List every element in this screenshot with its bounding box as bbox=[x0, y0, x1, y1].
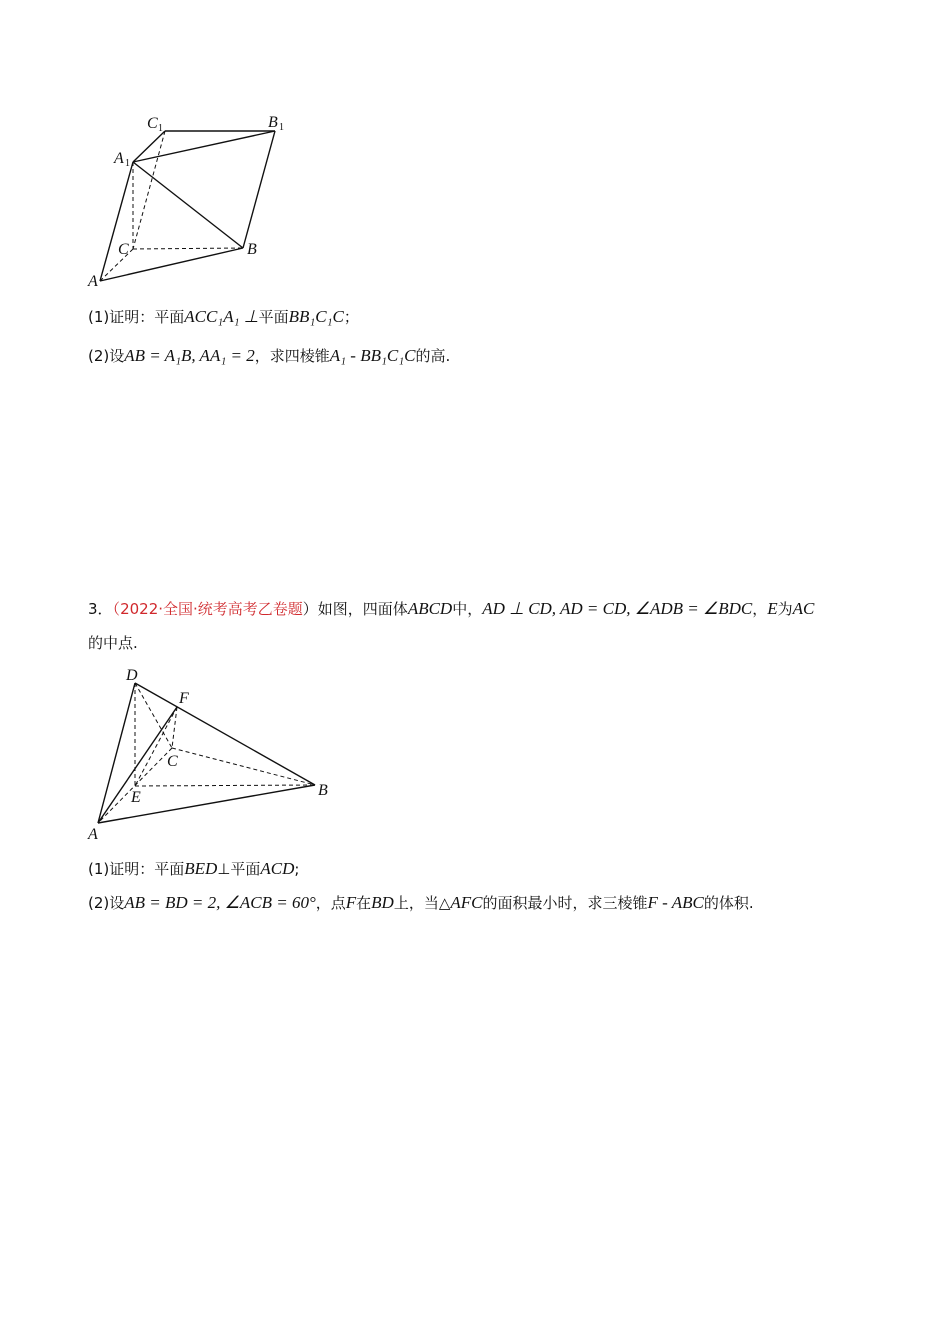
text-run: BD bbox=[371, 893, 394, 912]
text-run: BED bbox=[184, 859, 218, 878]
label-B: B bbox=[247, 241, 257, 258]
text-run: AFC bbox=[450, 893, 483, 912]
text-run: 中， bbox=[452, 600, 483, 618]
label-F: F bbox=[179, 690, 189, 707]
text-run: 1 bbox=[125, 158, 130, 169]
text-run: AC bbox=[792, 599, 815, 618]
label-B1: B bbox=[268, 114, 278, 131]
question-source: 2022·全国·统考高考乙卷题 bbox=[120, 600, 303, 618]
text-run: (1)证明：平面 bbox=[88, 860, 185, 878]
q3-stem bbox=[88, 598, 814, 619]
text-run: ， bbox=[752, 600, 768, 618]
label-C: C bbox=[118, 241, 129, 258]
label-C1: C bbox=[147, 115, 158, 132]
text-run: ⊥平面 bbox=[217, 860, 261, 878]
text-run: AB = A₁B, AA₁ = 2 bbox=[124, 346, 255, 365]
q2-part2 bbox=[88, 345, 450, 366]
text-run: 的面积最小时，求三棱锥 bbox=[482, 894, 648, 912]
label-A1: A bbox=[114, 150, 124, 167]
text-run: (2)设 bbox=[88, 894, 125, 912]
text-run: ，求四棱锥 bbox=[254, 347, 330, 365]
text-run: (2)设 bbox=[88, 347, 125, 365]
text-run: AD ⊥ CD, AD = CD, ∠ADB = ∠BDC bbox=[482, 599, 753, 618]
prism-figure bbox=[100, 131, 275, 281]
text-run: （ bbox=[112, 600, 121, 618]
text-run: (1)证明：平面 bbox=[88, 308, 185, 326]
text-run: 为 bbox=[777, 600, 793, 618]
text-run: 1 bbox=[158, 123, 163, 134]
text-run: F - ABC bbox=[647, 893, 704, 912]
text-run: ACC₁A₁ ⊥ bbox=[184, 307, 259, 326]
text-run: 上，当△ bbox=[393, 894, 451, 912]
label-A: A bbox=[88, 273, 98, 290]
text-run: ; bbox=[294, 860, 300, 878]
text-run: 的体积. bbox=[703, 894, 754, 912]
q3-stem-cont bbox=[88, 632, 138, 653]
text-run: 在 bbox=[356, 894, 372, 912]
text-run: 如图，四面体 bbox=[317, 600, 408, 618]
label-E: E bbox=[131, 789, 141, 806]
q3-part2 bbox=[88, 892, 754, 913]
text-run: ACD bbox=[260, 859, 295, 878]
text-run: ； bbox=[343, 308, 359, 326]
q3-part1 bbox=[88, 858, 299, 879]
label-B: B bbox=[318, 782, 328, 799]
label-C: C bbox=[167, 753, 178, 770]
text-run: ，点 bbox=[315, 894, 346, 912]
text-run: A₁ - BB₁C₁C bbox=[329, 346, 416, 365]
text-run: ABCD bbox=[407, 599, 453, 618]
text-run: 1 bbox=[279, 122, 284, 133]
text-run: 的中点. bbox=[88, 634, 138, 652]
text-run: E bbox=[767, 599, 778, 618]
text-run: 平面 bbox=[258, 308, 289, 326]
text-run: BB₁C₁C bbox=[288, 307, 344, 326]
text-run: ） bbox=[302, 600, 318, 618]
label-A: A bbox=[88, 826, 98, 843]
q2-part1 bbox=[88, 306, 359, 327]
text-run: F bbox=[345, 893, 357, 912]
text-run: 的高. bbox=[415, 347, 451, 365]
text-run: AB = BD = 2, ∠ACB = 60° bbox=[124, 893, 316, 912]
text-run: 3． bbox=[88, 600, 113, 618]
label-D: D bbox=[126, 667, 138, 684]
